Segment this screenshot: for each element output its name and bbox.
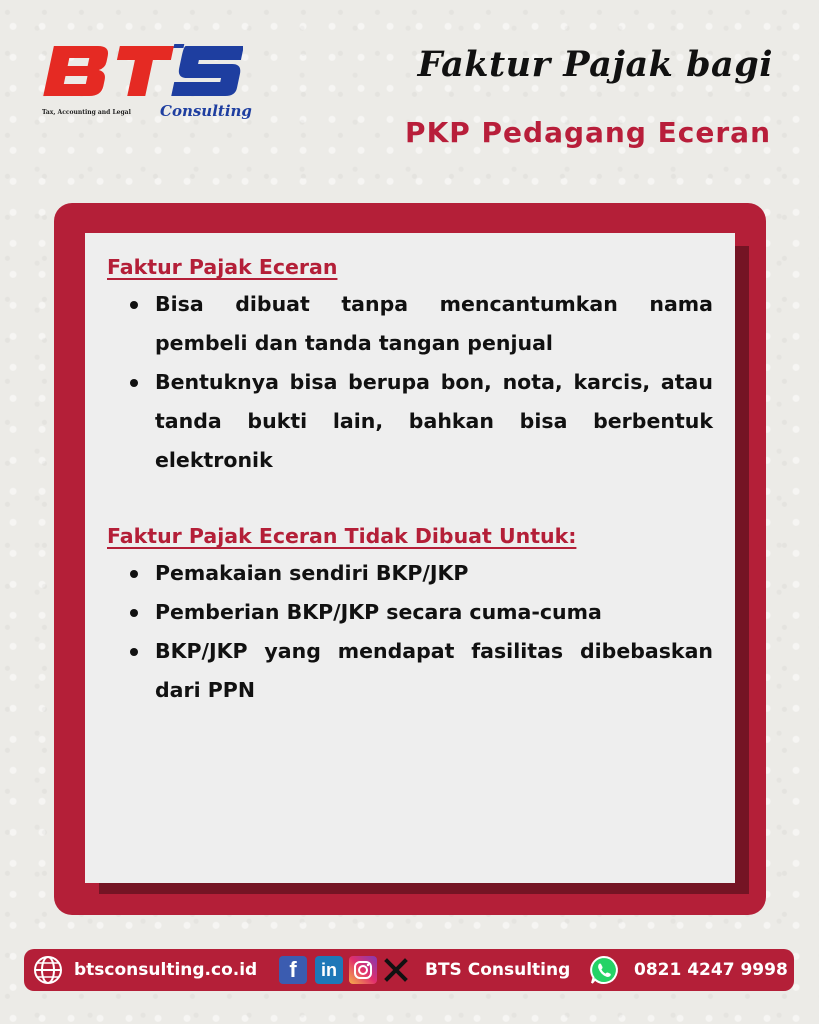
bullet-list: [107, 285, 713, 480]
content-card: [85, 233, 735, 883]
linkedin-icon[interactable]: in: [315, 956, 343, 984]
section-heading: Faktur Pajak Eceran Tidak Dibuat Untuk:: [107, 524, 577, 548]
list-item: BKP/JKP yang mendapat fasilitas dibebaskan dari PPN: [155, 632, 713, 710]
section-heading: Faktur Pajak Eceran: [107, 255, 338, 279]
list-item: Pemakaian sendiri BKP/JKP: [155, 554, 713, 593]
instagram-icon[interactable]: [349, 956, 377, 984]
brand-name: BTS Consulting: [425, 960, 571, 980]
section-faktur-pajak-eceran: [107, 255, 713, 480]
whatsapp-icon[interactable]: [588, 954, 620, 986]
footer-bar: [24, 949, 794, 991]
bts-logo: [38, 36, 252, 128]
footer-phone[interactable]: [588, 949, 788, 991]
list-item: Pemberian BKP/JKP secara cuma-cuma: [155, 593, 713, 632]
bullet-list: [107, 554, 713, 710]
footer-brand: [425, 949, 570, 991]
section-tidak-dibuat-untuk: [107, 524, 713, 710]
list-item: Bentuknya bisa berupa bon, nota, karcis, atau tanda bukti lain, bahkan bisa berbentuk elektronik: [155, 363, 713, 480]
facebook-icon[interactable]: f: [279, 956, 307, 984]
phone-number[interactable]: 0821 4247 9998: [634, 960, 788, 980]
bts-logo-mark: [38, 36, 243, 106]
social-icons: [279, 949, 409, 991]
logo-tagline: Tax, Accounting and Legal: [42, 109, 131, 116]
footer-website[interactable]: [32, 949, 257, 991]
logo-consulting-text: Consulting: [160, 102, 252, 120]
page-subtitle: PKP Pedagang Eceran: [405, 116, 771, 149]
page-title: Faktur Pajak bagi: [417, 44, 773, 85]
globe-icon: [32, 954, 64, 986]
website-link[interactable]: btsconsulting.co.id: [74, 960, 258, 980]
x-icon[interactable]: [383, 956, 409, 984]
list-item: Bisa dibuat tanpa mencantumkan nama pembeli dan tanda tangan penjual: [155, 285, 713, 363]
